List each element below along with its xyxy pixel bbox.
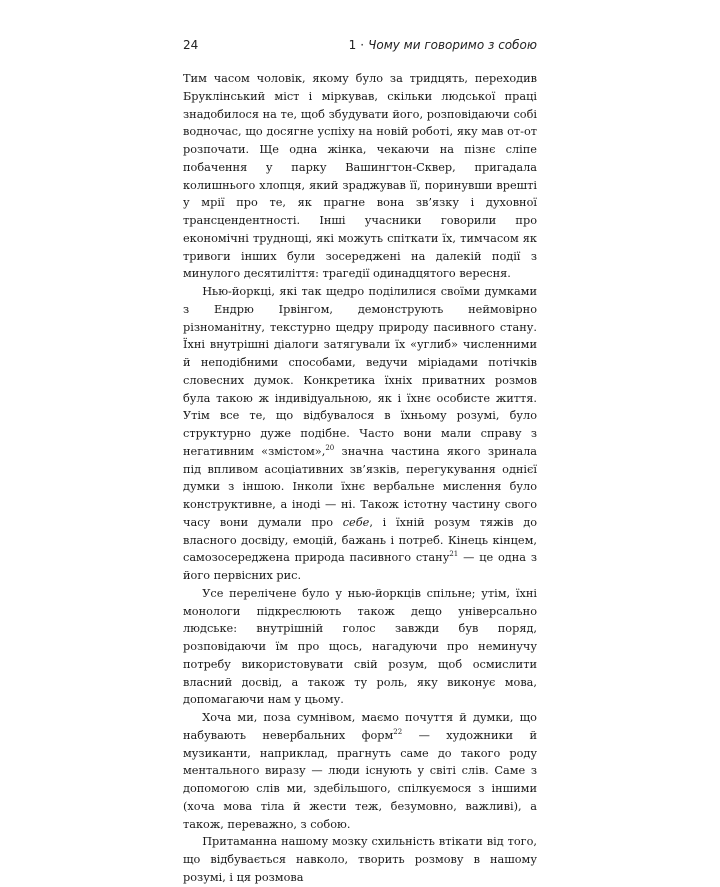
footnote-ref-21[interactable]: 21 — [449, 550, 459, 559]
page-number: 24 — [183, 38, 199, 52]
emphasis-text: себе — [342, 515, 370, 529]
paragraph — [183, 70, 537, 283]
paragraph — [183, 709, 537, 833]
paragraph-text: — це одна з його первісних рис. — [183, 551, 537, 582]
paragraph-text: Тим часом чоловік, якому було за тридцять, переходив Бруклінський міст і міркував, скільки людської праці знадобилося на те, щоб збудувати його, розповідаючи собі водночас, що досягне успіху на новій роботі, яку мав от-от розпочати. Ще одна жінка, чекаючи на пізнє сліпе побачення у парку Вашингтон-Сквер, пригадала колишнього хлопця, який зраджував її, поринувши врешті у мрії про те, як прагне вона зв’язку і духовної трансцендентності. Інші учасники говорили про економічні труднощі, які можуть спіткати їх, тимчасом як тривоги інших були зосереджені на далекій події з минулого десятиліття: трагедії одинадцятого вересня. — [183, 72, 537, 281]
header-separator: · — [360, 38, 365, 52]
paragraph-text: Нью-йоркці, які так щедро поділилися своїми думками з Ендрю Ірвінгом, демонструють неймовірно різноманітну, текстурно щедру природу пасивного стану. Їхні внутрішні діалоги затягували їх «углиб» численними й неподібними способами, ведучи міріадами потічків словесних думок. Конкретика їхніх приватних розмов була такою ж індивідуальною, як і їхнє особисте життя. Утім все те, що відбувалося в їхньому розумі, було структурно дуже подібне. Часто вони мали справу з негативним «змістом», — [183, 285, 537, 458]
running-header — [183, 38, 537, 58]
chapter-number: 1 — [348, 38, 357, 52]
paragraph-text: , і їхній розум тяжів до власного досвіду, емоцій, бажань і потреб. Кінець кінцем, самозосереджена природа пасивного стану — [183, 515, 537, 565]
paragraph-text: Притаманна нашому мозку схильність втікати від того, що відбувається навколо, творить розмову в нашому розумі, і ця розмова — [183, 835, 537, 884]
page-body — [183, 70, 537, 887]
paragraph-text: Хоча ми, поза сумнівом, маємо почуття й думки, що набувають невербальних форм — [183, 711, 537, 742]
paragraph — [183, 585, 537, 709]
paragraph — [183, 283, 537, 585]
footnote-ref-20[interactable]: 20 — [325, 443, 335, 452]
footnote-ref-22[interactable]: 22 — [393, 727, 403, 736]
chapter-running-title — [349, 38, 537, 52]
paragraph — [183, 833, 537, 886]
paragraph-text: — художники й музиканти, наприклад, прагнуть саме до такого роду ментального виразу — люди існують у світі слів. Саме з допомогою слів ми, здебільшого, спілкуємося з іншими (хоча мова тіла й жести теж, безумовно, важливі), а також, переважно, з собою. — [183, 728, 537, 831]
chapter-title: Чому ми говоримо з собою — [368, 38, 537, 52]
paragraph-text: Усе перелічене було у нью-йоркців спільне; утім, їхні монологи підкреслюють також дещо універсально людське: внутрішній голос завжди був поряд, розповідаючи їм про щось, нагадуючи про неминучу потребу використовувати свій розум, щоб осмислити власний досвід, а також ту роль, яку виконує мова, допомагаючи нам у цьому. — [183, 586, 537, 707]
paragraph-text: значна частина якого зринала під впливом асоціативних зв’язків, перегукування однієї думки з іншою. Інколи їхнє вербальне мислення було конструктивне, а іноді — ні. Також істотну частину свого часу вони думали про — [183, 444, 538, 529]
